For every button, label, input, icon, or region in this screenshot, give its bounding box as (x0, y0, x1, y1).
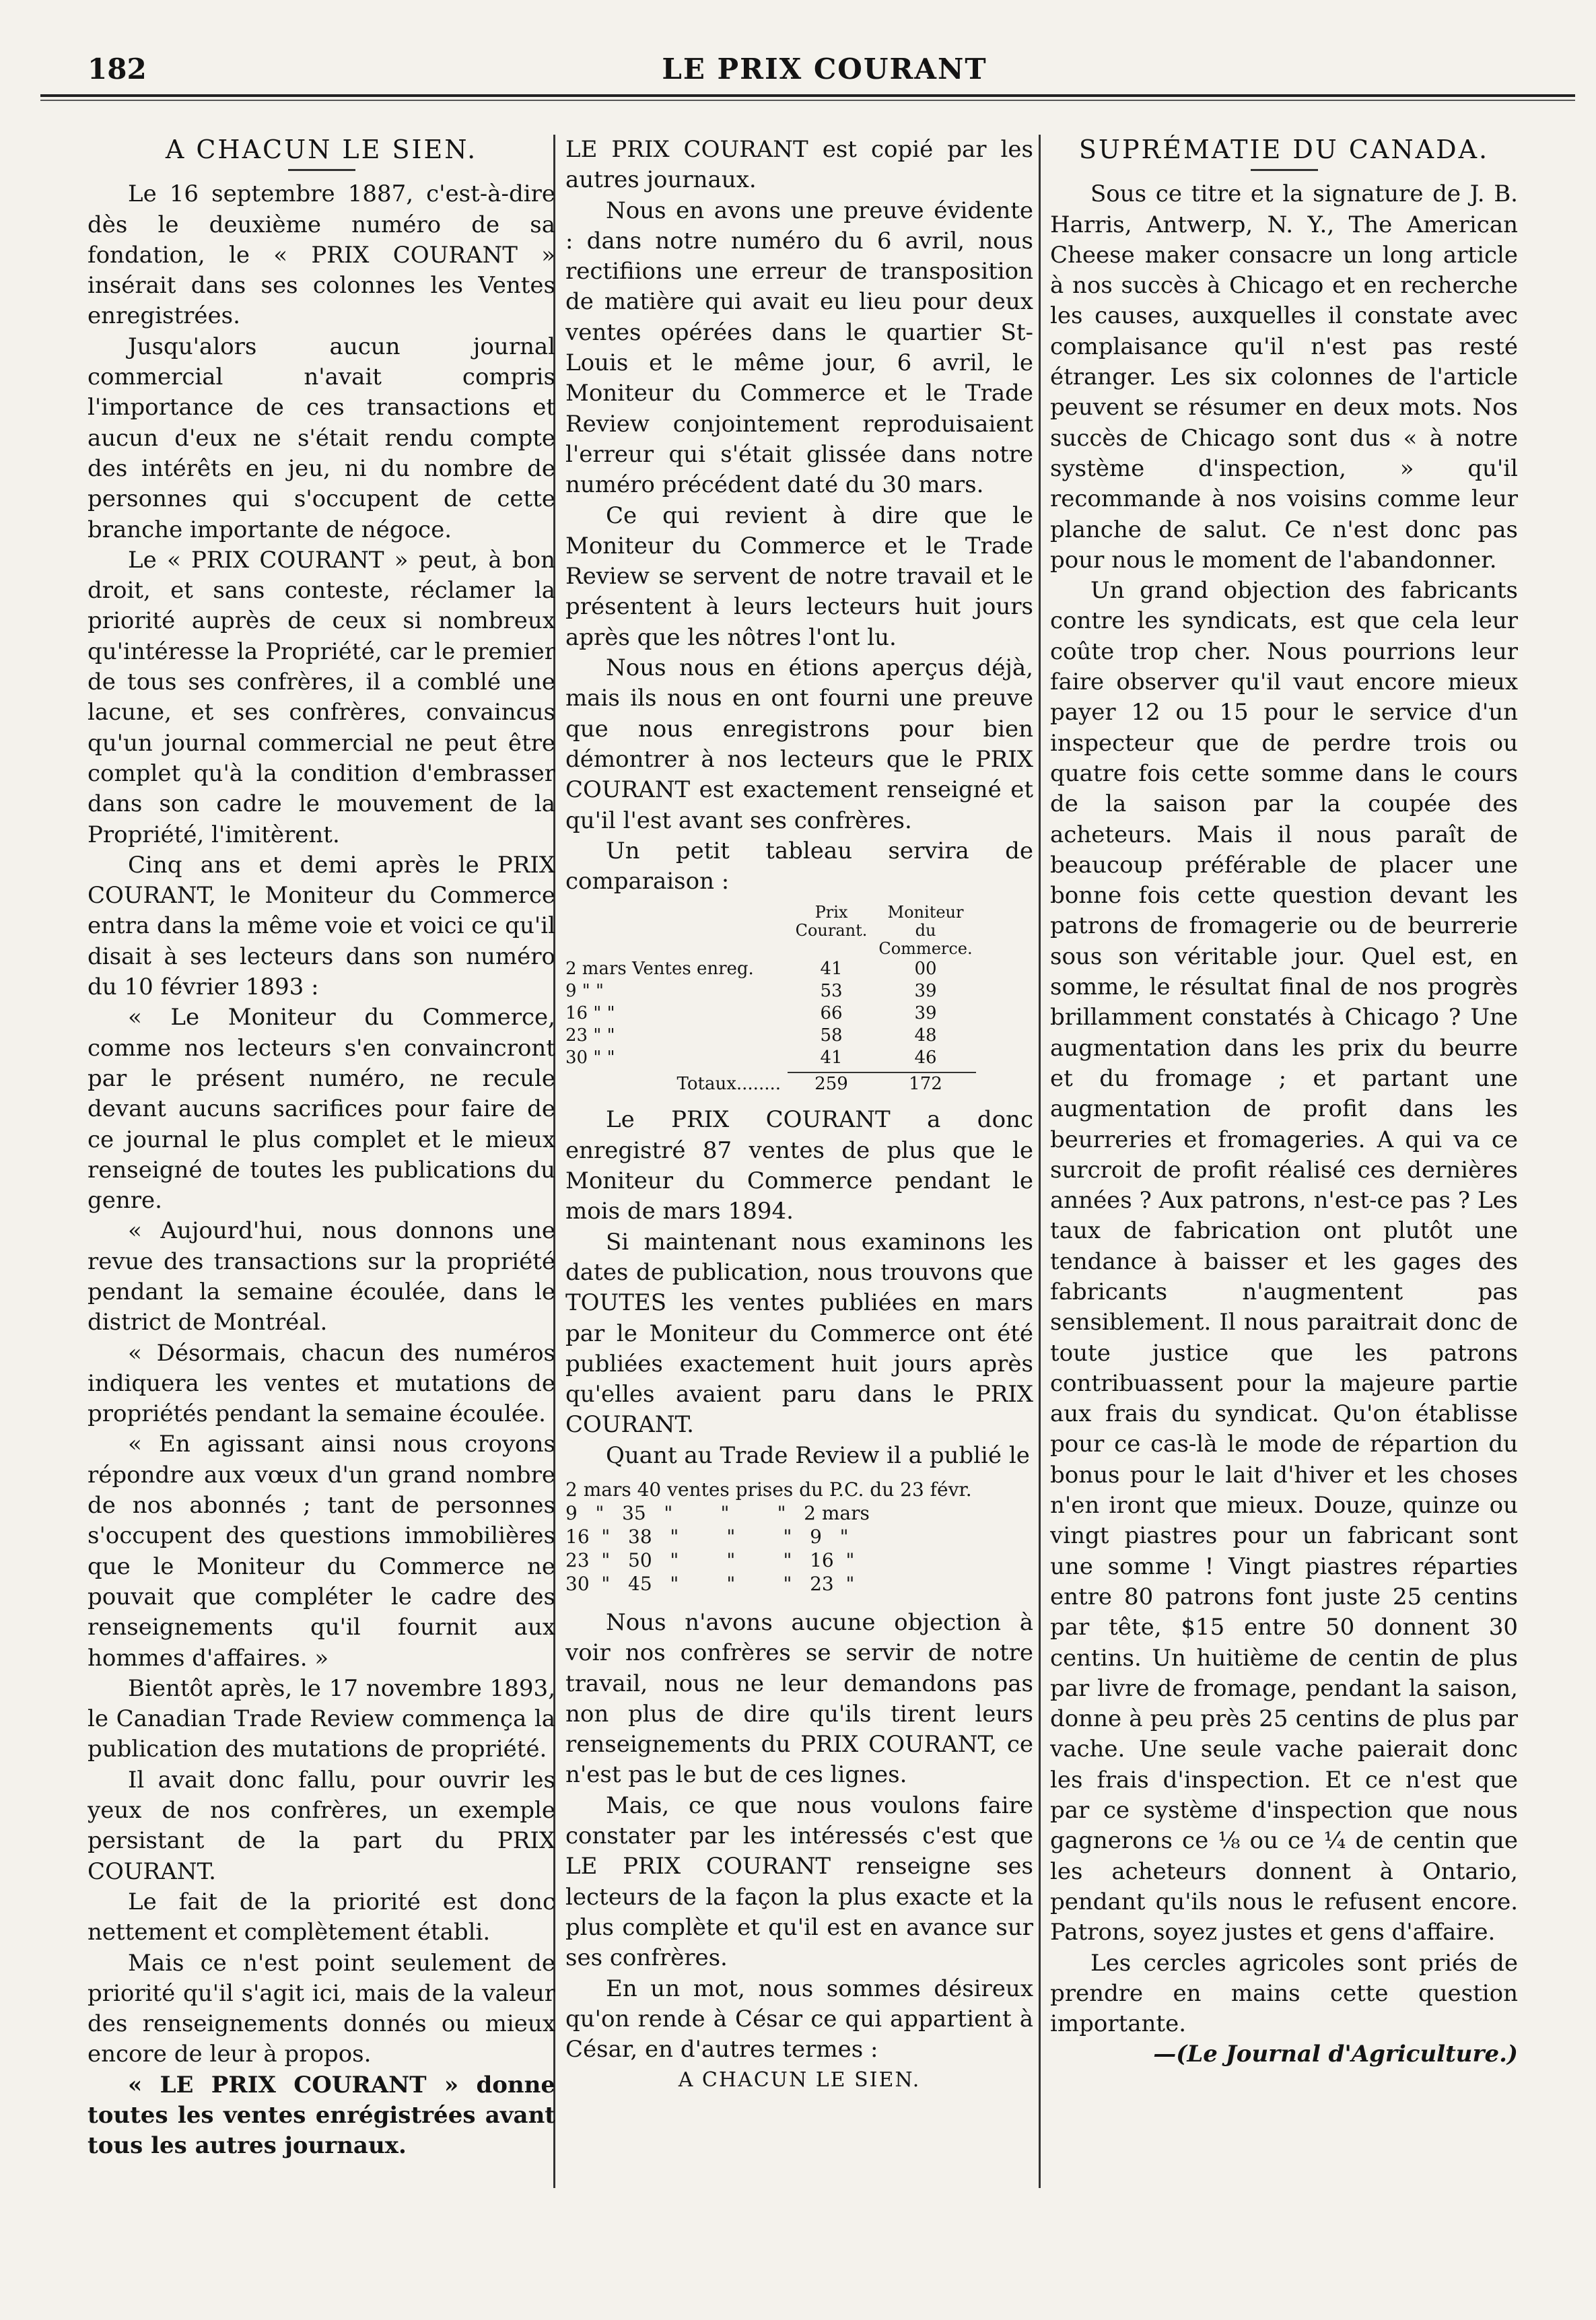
table-cell: 58 (820, 1025, 843, 1046)
column-divider-2 (1039, 135, 1041, 2188)
paragraph: Les cercles agricoles sont priés de prendre en mains cette question importante. (1050, 1949, 1518, 2038)
table-cell: 39 (914, 981, 937, 1002)
article-title-suprematie: SUPRÉMATIE DU CANADA. (1078, 135, 1490, 164)
table-row: 30 " 45 " " " 23 " (565, 1572, 855, 1595)
paragraph: Bientôt après, le 17 novembre 1893, le Canadian Trade Review commença la publication des mutations de propriété. (88, 1674, 555, 1763)
paragraph: Ce qui revient à dire que le Moniteur du Commerce et le Trade Review se servent de notre travail et le présentent à leurs lecteurs huit jours après que les nôtres l'ont lu. (565, 502, 1033, 651)
table-cell: 00 (914, 959, 937, 980)
table-cell: 23 " " (565, 1025, 615, 1046)
table-row: 2 mars 40 ventes prises du P.C. du 23 févr. (565, 1478, 972, 1501)
table-header: Prix Courant. (795, 903, 868, 941)
quote-paragraph: « Le Moniteur du Commerce, comme nos lecteurs s'en convaincront par le présent numéro, ne recule devant aucuns sacrifices pour faire de ce journal le plus complet et le mieux renseigné de toutes les publications du genre. (88, 1004, 555, 1215)
table-cell: 39 (914, 1003, 937, 1024)
table-cell: 48 (914, 1025, 937, 1046)
table-header (565, 903, 788, 958)
table-cell: 41 (820, 959, 843, 980)
column-1 (88, 135, 555, 2208)
title-rule (1251, 169, 1318, 171)
table-total-row (565, 1073, 1033, 1095)
table-header: Moniteur du Commerce. (878, 903, 973, 959)
quote-paragraph: « Désormais, chacun des numéros indiquera les ventes et mutations de propriétés pendant la semaine écoulée. (88, 1339, 555, 1428)
table-row: 9 " 35 " " " 2 mars (565, 1501, 870, 1524)
paragraph: Nous en avons une preuve évidente : dans notre numéro du 6 avril, nous rectifiions une erreur de transposition de matière qui avait eu lieu pour deux ventes opérées dans le quartier St-Louis et le même jour, 6 avril, le Moniteur du Commerce et le Trade Review conjointement reproduisaient l'erreur qui s'était glissée dans notre numéro précédent daté du 30 mars. (565, 197, 1033, 499)
paragraph: Mais ce n'est point seulement de priorité qu'il s'agit ici, mais de la valeur des renseignements donnés ou mieux encore de leur à propos. (88, 1949, 555, 2068)
paragraph: Quant au Trade Review il a publié le (606, 1441, 1030, 1469)
closing-line: A CHACUN LE SIEN. (678, 2068, 921, 2092)
table-row (565, 980, 1033, 1002)
journal-title: LE PRIX COURANT (662, 53, 987, 86)
paragraph: LE PRIX COURANT est copié par les autres journaux. (565, 136, 1033, 194)
table-cell: 9 " " (565, 981, 604, 1002)
paragraph: Il avait donc fallu, pour ouvrir les yeux de nos confrères, un exemple persistant de la part du PRIX COURANT. (88, 1766, 555, 1885)
paragraph: Jusqu'alors aucun journal commercial n'avait compris l'importance de ces transactions et aucun d'eux ne s'était rendu compte des intérêts en jeu, ni du nombre de personnes qui s'occupent de cette branche importante de négoce. (88, 333, 555, 543)
paragraph: Le « PRIX COURANT » peut, à bon droit, et sans conteste, réclamer la priorité auprès de ceux si nombreux qu'intéresse la Propriété, car le premier de tous ses confrères, il a comblé une lacune, et ses confrères, convaincus qu'un journal commercial ne peut être complet qu'à la condition d'embrasser dans son cadre le mouvement de la Propriété, l'imitèrent. (88, 546, 555, 848)
paragraph: Le fait de la priorité est donc nettement et complètement établi. (88, 1888, 555, 1946)
quote-paragraph: « En agissant ainsi nous croyons répondre aux vœux d'un grand nombre de nos abonnés ; tant de personnes s'occupent des questions immobilières que le Moniteur du Commerce ne pouvait que compléter le cadre des renseignements qu'il fournit aux hommes d'affaires. » (88, 1431, 555, 1672)
title-rule (288, 169, 355, 171)
table-row: 23 " 50 " " " 16 " (565, 1548, 855, 1571)
table-header-row (565, 903, 1033, 958)
paragraph: Sous ce titre et la signature de J. B. Harris, Antwerp, N. Y., The American Cheese maker consacre un long article à nos succès à Chicago et en recherche les causes, auxquelles il constate avec complaisance qu'il n'est pas resté étranger. Les six colonnes de l'article peuvent se résumer en deux mots. Nos succès de Chicago sont dus « à notre système d'inspection, » qu'il recommande à nos voisins comme leur planche de salut. Ce n'est donc pas pour nous le moment de l'abandonner. (1050, 180, 1518, 574)
table-row (565, 1025, 1033, 1047)
paragraph: Un grand objection des fabricants contre les syndicats, est que cela leur coûte trop cher. Nous pourrions leur faire observer qu'il vaut encore mieux payer 12 ou 15 pour le service d'un inspecteur que de perdre trois ou quatre fois cette somme dans le cours de la saison par la coupée des acheteurs. Mais il nous paraît de beaucoup préférable de placer une bonne fois cette question devant les patrons de fromagerie ou de beurrerie sous son véritable jour. Quel est, en somme, le résultat final de nos progrès brillamment constatés à Chicago ? Une augmentation dans les prix du beurre et du fromage ; et partant une augmentation de profit dans les beurreries et fromageries. A qui va ce surcroit de profit réalisé ces dernières années ? Aux patrons, n'est-ce pas ? Les taux de fabrication ont plutôt une tendance à baisser et les gages des fabricants n'augmentent pas sensiblement. Il nous paraitrait donc de toute justice que les patrons contribuassent pour la majeure partie aux frais du syndicat. Qu'on établisse pour ce cas-là le mode de répartion du bonus pour le lait d'hiver et les choses n'en iront que mieux. Douze, quinze ou vingt piastres pour un fabricant sont une somme ! Vingt piastres réparties entre 80 patrons font juste 25 centins par tête, $15 entre 50 donnent 30 centins. Un huitième de centin de plus par livre de fromage, pendant la saison, donne à peu près 25 centins de plus par vache. Une seule vache paierait donc les frais d'inspection. Et ce n'est que par ce système d'inspection que nous gagnerons ce ⅛ ou ce ¼ de centin que les acheteurs donnent à Ontario, pendant qu'ils nous le refusent encore. Patrons, soyez justes et gens d'affaire. (1050, 577, 1518, 1946)
table-row (565, 1002, 1033, 1025)
source-signature: —(Le Journal d'Agriculture.) (1153, 2041, 1518, 2068)
table-cell: 30 " " (565, 1048, 615, 1068)
table-cell: 41 (820, 1048, 843, 1068)
paragraph: Nous nous en étions aperçus déjà, mais ils nous en ont fourni une preuve que nous enregistrons pour bien démontrer à nos lecteurs que le PRIX COURANT est exactement renseigné et qu'il l'est avant ses confrères. (565, 654, 1033, 834)
column-3 (1050, 135, 1518, 2208)
table-total-value: 172 (909, 1074, 942, 1095)
table-cell: 53 (820, 981, 843, 1002)
paragraph: Mais, ce que nous voulons faire constater par les intéressés c'est que LE PRIX COURANT renseigne ses lecteurs de la façon la plus exacte et la plus complète et qu'il est en avance sur ses confrères. (565, 1792, 1033, 1972)
paragraph-final: « LE PRIX COURANT » donne toutes les ventes enrégistrées avant tous les autres journaux. (88, 2071, 555, 2160)
paragraph: Nous n'avons aucune objection à voir nos confrères se servir de notre travail, nous ne leur demandons pas non plus de dire qu'ils tirent leurs renseignements du PRIX COURANT, ce n'est pas le but de ces lignes. (565, 1608, 1033, 1789)
table-cell: 16 " " (565, 1003, 615, 1024)
paragraph: En un mot, nous sommes désireux qu'on rende à César ce qui appartient à César, en d'autres termes : (565, 1975, 1033, 2063)
article-title-a-chacun: A CHACUN LE SIEN. (165, 135, 478, 164)
comparison-table (565, 903, 1033, 1095)
paragraph: Cinq ans et demi après le PRIX COURANT, le Moniteur du Commerce entra dans la même voie et voici ce qu'il disait à ses lecteurs dans son numéro du 10 février 1893 : (88, 851, 555, 1001)
table-row (565, 1047, 1033, 1069)
header-rule-thin (40, 100, 1575, 101)
page-number: 182 (88, 53, 147, 86)
paragraph: Le PRIX COURANT a donc enregistré 87 ventes de plus que le Moniteur du Commerce pendant le mois de mars 1894. (565, 1106, 1033, 1225)
paragraph: Le 16 septembre 1887, c'est-à-dire dès le deuxième numéro de sa fondation, le « PRIX COURANT » insérait dans ses colonnes les Ventes enregistrées. (88, 180, 555, 330)
table-total-value: 259 (814, 1074, 848, 1095)
table-total-label: Totaux........ (676, 1074, 781, 1095)
table-cell: 2 mars Ventes enreg. (565, 959, 754, 980)
column-2 (565, 135, 1033, 2208)
trade-review-table (565, 1478, 1033, 1596)
table-cell: 66 (820, 1003, 843, 1024)
paragraph: Un petit tableau servira de comparaison : (565, 837, 1033, 895)
table-row (565, 958, 1033, 980)
header-rule (40, 94, 1575, 97)
table-cell: 46 (914, 1048, 937, 1068)
paragraph: Si maintenant nous examinons les dates de publication, nous trouvons que TOUTES les ventes publiées en mars par le Moniteur du Commerce ont été publiées exactement huit jours après qu'elles avaient paru dans le PRIX COURANT. (565, 1228, 1033, 1439)
quote-paragraph: « Aujourd'hui, nous donnons une revue des transactions sur la propriété pendant la semaine écoulée, dans le district de Montréal. (88, 1217, 555, 1336)
table-row: 16 " 38 " " " 9 " (565, 1525, 849, 1548)
page-header (74, 53, 1575, 90)
